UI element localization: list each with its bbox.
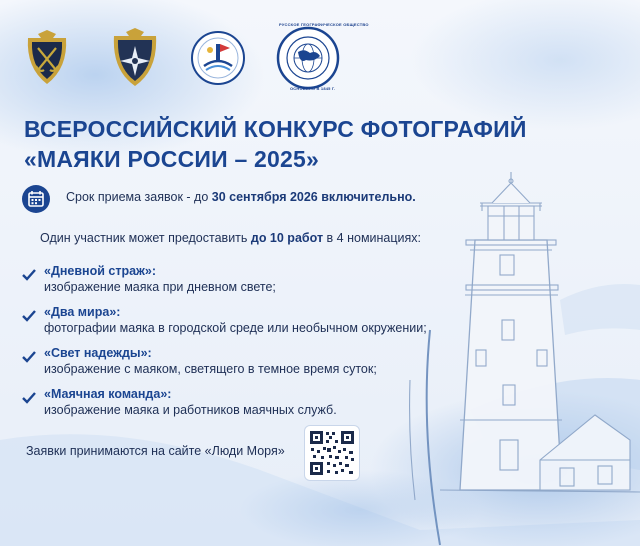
nominations-list [22, 263, 462, 427]
rgo-emblem [276, 26, 340, 90]
lighthouse-society-emblem [190, 30, 246, 86]
deadline-text [66, 190, 416, 204]
checkmark-icon [22, 269, 36, 281]
checkmark-icon [22, 310, 36, 322]
nomination-item [22, 345, 462, 386]
qr-code[interactable] [305, 426, 359, 480]
nomination-item [22, 263, 462, 304]
intro-text [40, 231, 421, 245]
deadline-prefix: Срок приема заявок - до [66, 190, 212, 204]
nomination-name: «Два мира»: [44, 305, 121, 319]
nomination-name: «Свет надежды»: [44, 346, 152, 360]
title-line-1: ВСЕРОССИЙСКИЙ КОНКУРС ФОТОГРАФИЙ [24, 116, 527, 142]
navy-emblem [108, 28, 162, 90]
footer-text: Заявки принимаются на сайте «Люди Моря» [26, 444, 285, 458]
nomination-description: изображение маяка при дневном свете; [44, 280, 276, 294]
intro-suffix: в 4 номинациях: [323, 231, 422, 245]
anchor-emblem [22, 28, 72, 88]
checkmark-icon [22, 392, 36, 404]
title-line-2: «МАЯКИ РОССИИ – 2025» [24, 146, 319, 172]
nomination-description: фотографии маяка в городской среде или необычном окружении; [44, 321, 427, 335]
nomination-item [22, 386, 462, 427]
deadline-date: 30 сентября 2026 включительно. [211, 190, 416, 204]
intro-bold: до 10 работ [250, 231, 324, 245]
calendar-icon [22, 185, 50, 218]
nomination-name: «Маячная команда»: [44, 387, 172, 401]
rgo-ring-text: РУССКОЕ ГЕОГРАФИЧЕСКОЕ ОБЩЕСТВО [279, 22, 369, 27]
intro-prefix: Один участник может предоставить [40, 231, 251, 245]
page-title [24, 114, 527, 174]
nomination-name: «Дневной страж»: [44, 264, 157, 278]
nomination-description: изображение маяка и работников маячных служб. [44, 403, 337, 417]
nomination-item [22, 304, 462, 345]
nomination-description: изображение с маяком, светящего в темное время суток; [44, 362, 377, 376]
checkmark-icon [22, 351, 36, 363]
rgo-founded-text: ОСНОВАНО В 1845 Г. [290, 86, 336, 91]
